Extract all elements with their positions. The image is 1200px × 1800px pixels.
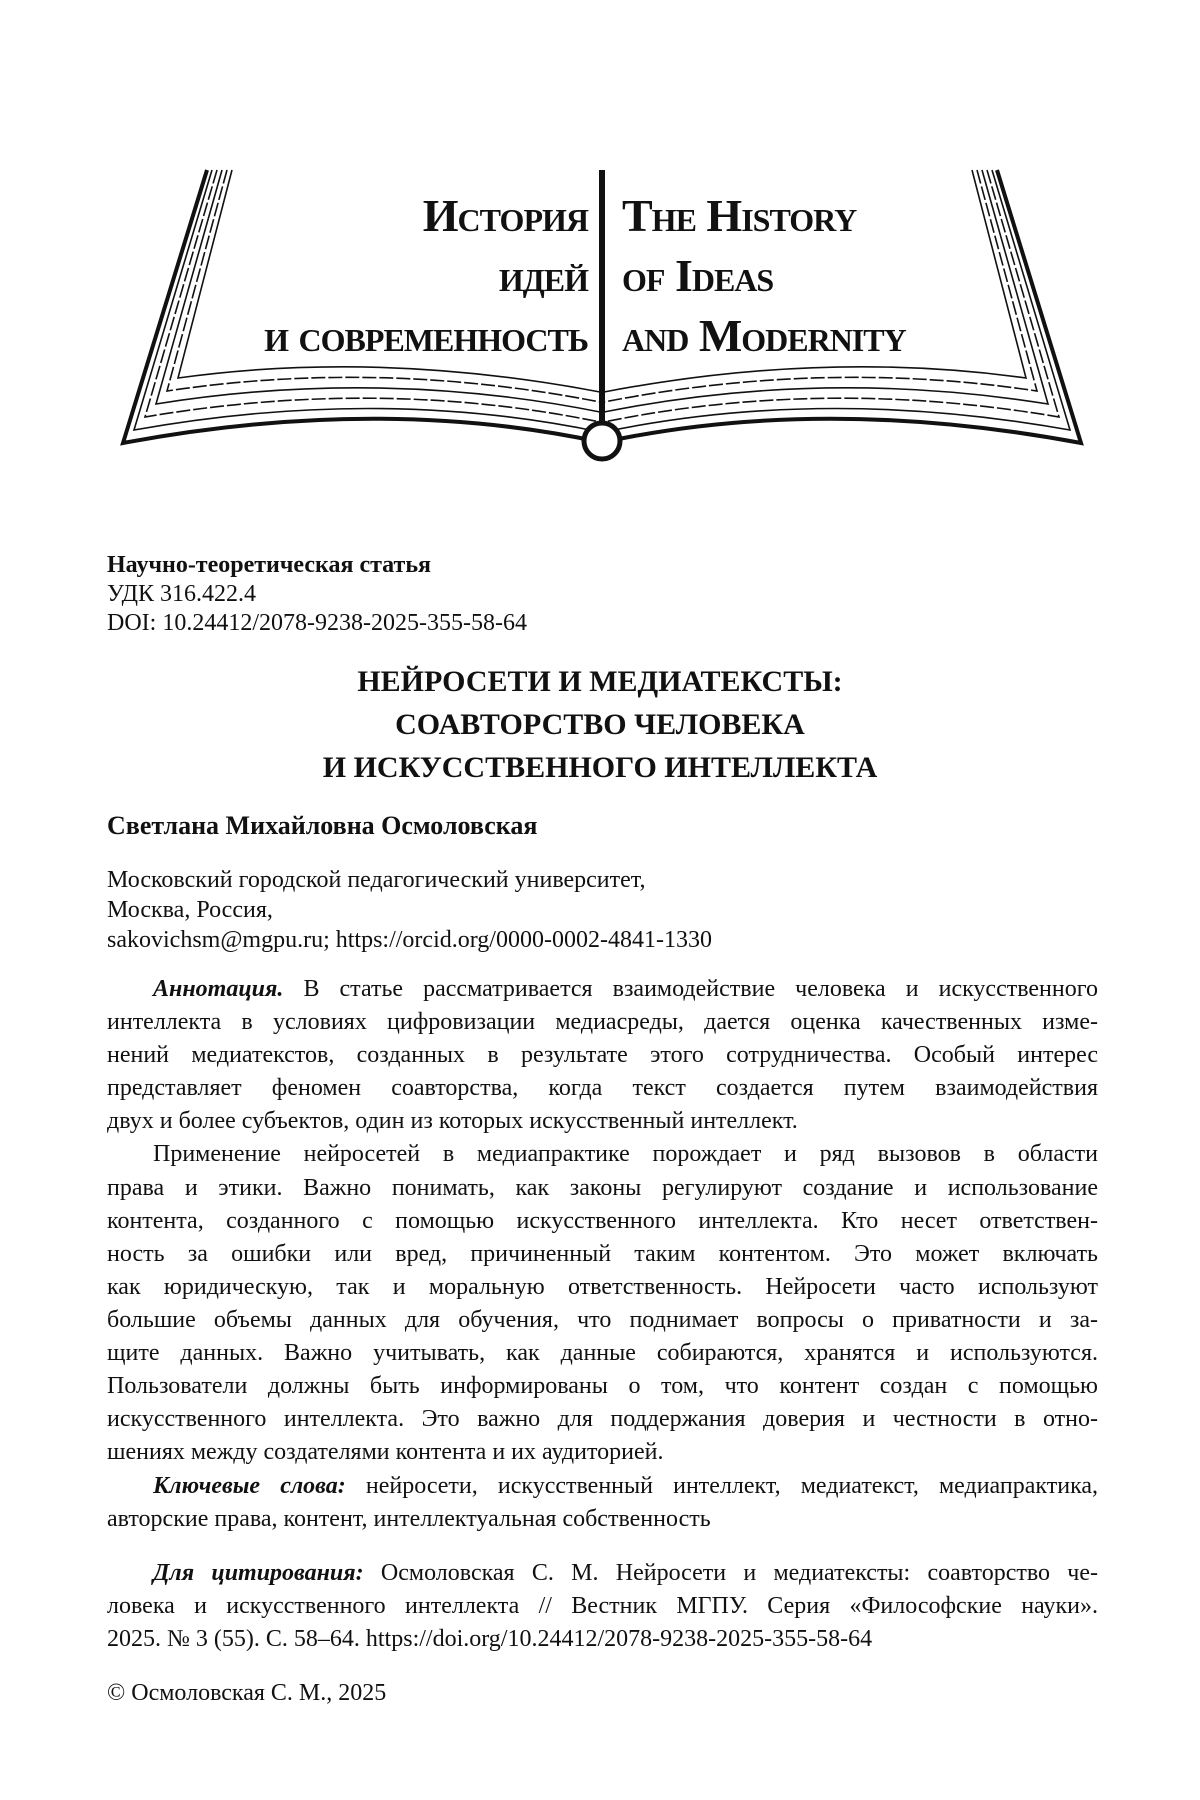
affiliation-line: Московский городской педагогический университет,	[107, 865, 712, 895]
title-line: НЕЙРОСЕТИ И МЕДИАТЕКСТЫ:	[0, 660, 1200, 703]
citation	[107, 1557, 1098, 1656]
logo-en-line: of Ideas	[622, 246, 906, 306]
keywords	[107, 1470, 1098, 1536]
abstract-label: Аннотация.	[153, 976, 283, 1002]
book-spine-circle	[584, 423, 620, 459]
journal-logo-book	[0, 0, 1200, 480]
article-type: Научно-теоретическая статья	[107, 551, 527, 580]
title-line: И ИСКУССТВЕННОГО ИНТЕЛЛЕКТА	[0, 746, 1200, 789]
abstract-line: большие объемы данных для обучения, что поднимает вопросы о приватности и за-	[107, 1304, 1098, 1337]
author-affiliation	[107, 865, 712, 955]
abstract-line: контента, созданного с помощью искусственного интеллекта. Кто несет ответствен-	[107, 1205, 1098, 1238]
udc-code: УДК 316.422.4	[107, 580, 527, 609]
abstract-line: интеллекта в условиях цифровизации медиасреды, дается оценка качественных изме-	[107, 1006, 1098, 1039]
keywords-line: авторские права, контент, интеллектуальная собственность	[107, 1503, 1098, 1536]
keywords-text: нейросети, искусственный интеллект, медиатекст, медиапрактика,	[366, 1473, 1098, 1499]
citation-line: 2025. № 3 (55). С. 58–64. https://doi.org/10.24412/2078-9238-2025-355-58-64	[107, 1623, 1098, 1656]
logo-ru-line: идей	[264, 246, 588, 306]
affiliation-line: Москва, Россия,	[107, 895, 712, 925]
citation-label: Для цитирования:	[153, 1560, 364, 1586]
citation-line: ловека и искусственного интеллекта // Вестник МГПУ. Серия «Философские науки».	[107, 1590, 1098, 1623]
abstract-line: представляет феномен соавторства, когда текст создается путем взаимодействия	[107, 1072, 1098, 1105]
article-meta	[107, 551, 527, 638]
citation-text: Осмоловская С. М. Нейросети и медиатексты: соавторство че-	[381, 1560, 1098, 1586]
keywords-label: Ключевые слова:	[153, 1473, 346, 1499]
keywords-line	[107, 1470, 1098, 1503]
abstract-line: нений медиатекстов, созданных в результате этого сотрудничества. Особый интерес	[107, 1039, 1098, 1072]
logo-ru-line: История	[264, 186, 588, 246]
doi: DOI: 10.24412/2078-9238-2025-355-58-64	[107, 609, 527, 638]
copyright: © Осмоловская С. М., 2025	[107, 1680, 386, 1707]
abstract-line: ность за ошибки или вред, причиненный таким контентом. Это может включать	[107, 1238, 1098, 1271]
abstract-line: права и этики. Важно понимать, как законы регулируют создание и использование	[107, 1172, 1098, 1205]
abstract-line: искусственного интеллекта. Это важно для поддержания доверия и честности в отно-	[107, 1403, 1098, 1436]
logo-en-line: and Modernity	[622, 306, 906, 366]
logo-ru-line: и современность	[264, 306, 588, 366]
title-line: СОАВТОРСТВО ЧЕЛОВЕКА	[0, 703, 1200, 746]
abstract-line: как юридическую, так и моральную ответственность. Нейросети часто используют	[107, 1271, 1098, 1304]
author-name: Светлана Михайловна Осмоловская	[107, 811, 537, 841]
abstract-line	[107, 973, 1098, 1006]
abstract	[107, 973, 1098, 1469]
logo-title-en	[622, 186, 906, 366]
article-title	[0, 660, 1200, 789]
citation-line	[107, 1557, 1098, 1590]
logo-en-line: The History	[622, 186, 906, 246]
abstract-line: двух и более субъектов, один из которых искусственный интеллект.	[107, 1105, 1098, 1138]
abstract-text: В статье рассматривается взаимодействие человека и искусственного	[303, 976, 1098, 1002]
affiliation-contacts: sakovichsm@mgpu.ru; https://orcid.org/0000-0002-4841-1330	[107, 925, 712, 955]
abstract-line: Применение нейросетей в медиапрактике порождает и ряд вызовов в области	[107, 1138, 1098, 1171]
logo-title-ru	[264, 186, 588, 366]
abstract-line: Пользователи должны быть информированы о том, что контент создан с помощью	[107, 1370, 1098, 1403]
abstract-line: шениях между создателями контента и их аудиторией.	[107, 1436, 1098, 1469]
abstract-line: щите данных. Важно учитывать, как данные собираются, хранятся и используются.	[107, 1337, 1098, 1370]
